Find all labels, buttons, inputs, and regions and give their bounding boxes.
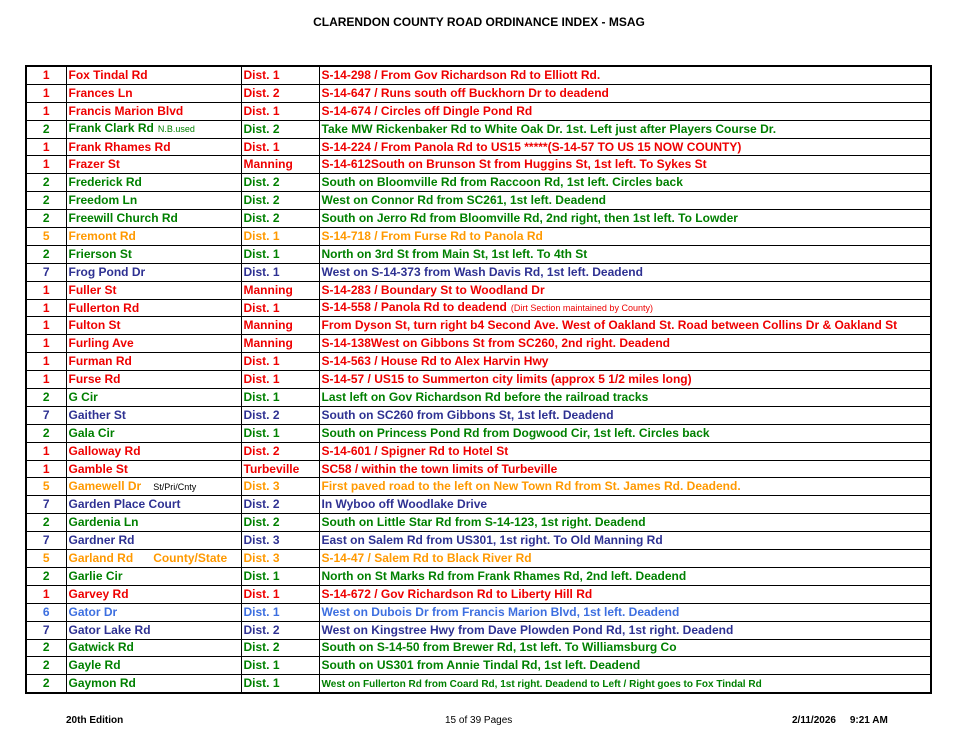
table-row [26,460,931,478]
table-row [26,621,931,639]
district-cell: Dist. 2 [241,442,319,460]
directions-cell [319,299,931,317]
road-name-cell [66,192,241,210]
road-name: Gaymon Rd [68,676,136,691]
district-cell: Dist. 2 [241,120,319,138]
road-name-cell [66,496,241,514]
district-cell: Manning [241,317,319,335]
row-number: 1 [26,335,66,353]
road-name-cell [66,639,241,657]
road-name-cell [66,621,241,639]
district-cell: Dist. 2 [241,84,319,102]
table-row [26,532,931,550]
directions-text: S-14-558 / Panola Rd to deadend [321,300,507,315]
road-name: Gardenia Ln [68,515,139,530]
table-row [26,102,931,120]
district-cell: Dist. 1 [241,66,319,84]
row-number: 1 [26,460,66,478]
row-number: 2 [26,245,66,263]
road-name: Garden Place Court [68,497,181,512]
road-name-cell [66,389,241,407]
page-title: CLARENDON COUNTY ROAD ORDINANCE INDEX - MSAG [313,15,645,29]
directions-cell [319,585,931,603]
road-name-extra: County/State [153,550,228,565]
road-name-cell [66,102,241,120]
row-number: 2 [26,514,66,532]
table-row [26,371,931,389]
directions-cell [319,478,931,496]
road-name-cell [66,120,241,138]
row-number: 1 [26,442,66,460]
table-row [26,478,931,496]
directions-text: West on S-14-373 from Wash Davis Rd, 1st left. Deadend [321,264,643,279]
district-cell: Dist. 1 [241,424,319,442]
road-name-note: St/Pri/Cnty [153,481,197,492]
row-number: 2 [26,389,66,407]
road-name-cell [66,603,241,621]
table-row [26,174,931,192]
directions-text: From Dyson St, turn right b4 Second Ave. West of Oakland St. Road between Collins Dr & Oakland St [321,318,898,333]
district-cell: Dist. 3 [241,550,319,568]
page-count: 15 of 39 Pages [445,715,513,726]
road-name: Frank Rhames Rd [68,139,171,154]
directions-cell [319,317,931,335]
row-number: 7 [26,621,66,639]
directions-cell [319,263,931,281]
directions-cell [319,192,931,210]
road-name: Fox Tindal Rd [68,67,148,82]
directions-text: First paved road to the left on New Town Rd from St. James Rd. Deadend. [321,479,741,494]
row-number: 1 [26,281,66,299]
directions-text: Last left on Gov Richardson Rd before the railroad tracks [321,389,649,404]
table-row [26,639,931,657]
row-number: 2 [26,567,66,585]
row-number: 2 [26,210,66,228]
directions-text: West on Connor Rd from SC261, 1st left. Deadend [321,193,606,208]
directions-cell [319,228,931,246]
table-row [26,389,931,407]
road-name: Fuller St [68,282,117,297]
directions-cell [319,156,931,174]
directions-text: S-14-47 / Salem Rd to Black River Rd [321,550,532,565]
directions-cell [319,424,931,442]
district-cell: Dist. 1 [241,353,319,371]
district-cell: Dist. 2 [241,496,319,514]
district-cell: Dist. 1 [241,245,319,263]
road-name: Gayle Rd [68,658,121,673]
directions-text: East on Salem Rd from US301, 1st right. To Old Manning Rd [321,533,663,548]
table-row [26,603,931,621]
road-name-cell [66,406,241,424]
directions-cell [319,639,931,657]
directions-cell [319,442,931,460]
table-row [26,299,931,317]
directions-cell [319,335,931,353]
directions-cell [319,567,931,585]
road-name-cell [66,156,241,174]
directions-text: S-14-647 / Runs south off Buckhorn Dr to deadend [321,85,609,100]
directions-cell [319,66,931,84]
directions-text: South on Little Star Rd from S-14-123, 1st right. Deadend [321,515,646,530]
directions-cell [319,371,931,389]
row-number: 2 [26,424,66,442]
table-row [26,442,931,460]
road-name-cell [66,299,241,317]
directions-cell [319,281,931,299]
district-cell: Dist. 2 [241,174,319,192]
directions-text: North on St Marks Rd from Frank Rhames Rd, 2nd left. Deadend [321,568,687,583]
road-name: Furman Rd [68,354,132,369]
directions-cell [319,174,931,192]
row-number: 7 [26,532,66,550]
district-cell: Dist. 1 [241,371,319,389]
table-row [26,84,931,102]
district-cell: Manning [241,156,319,174]
row-number: 1 [26,585,66,603]
row-number: 1 [26,317,66,335]
road-name-cell [66,245,241,263]
road-index-table [25,65,932,694]
directions-text: S-14-138West on Gibbons St from SC260, 2nd right. Deadend [321,336,671,351]
road-name: Galloway Rd [68,443,141,458]
row-number: 2 [26,675,66,693]
directions-text: S-14-563 / House Rd to Alex Harvin Hwy [321,354,549,369]
district-cell: Dist. 2 [241,406,319,424]
directions-text: West on Fullerton Rd from Coard Rd, 1st right. Deadend to Left / Right goes to Fox Tindal Rd [321,678,762,690]
road-name: Garvey Rd [68,586,129,601]
district-cell: Dist. 2 [241,639,319,657]
table-row [26,138,931,156]
road-name-cell [66,478,241,496]
directions-text: South on Jerro Rd from Bloomville Rd, 2nd right, then 1st left. To Lowder [321,211,738,226]
directions-note: (Dirt Section maintained by County) [510,303,653,314]
table-row [26,66,931,84]
directions-text: South on Bloomville Rd from Raccoon Rd, 1st left. Circles back [321,175,683,190]
district-cell: Dist. 3 [241,478,319,496]
road-name: Gardner Rd [68,533,135,548]
district-cell: Dist. 1 [241,567,319,585]
directions-text: South on S-14-50 from Brewer Rd, 1st left. To Williamsburg Co [321,640,677,655]
table-row [26,263,931,281]
road-name: Frank Clark Rd [68,121,154,136]
road-name-cell [66,84,241,102]
directions-cell [319,102,931,120]
road-name: Furling Ave [68,336,134,351]
table-row [26,192,931,210]
table-row [26,657,931,675]
road-name: G Cir [68,389,98,404]
table-row [26,424,931,442]
directions-cell [319,675,931,693]
road-name: Garlie Cir [68,568,123,583]
print-datetime: 2/11/2026 9:21 AM [792,715,888,726]
row-number: 1 [26,156,66,174]
road-name: Frazer St [68,157,120,172]
road-name: Garland Rd [68,550,134,565]
table-row [26,585,931,603]
directions-text: S-14-601 / Spigner Rd to Hotel St [321,443,509,458]
directions-text: South on Princess Pond Rd from Dogwood Cir, 1st left. Circles back [321,425,710,440]
directions-cell [319,84,931,102]
table-row [26,567,931,585]
road-name-cell [66,317,241,335]
directions-text: In Wyboo off Woodlake Drive [321,497,488,512]
directions-cell [319,657,931,675]
directions-text: S-14-672 / Gov Richardson Rd to Liberty Hill Rd [321,586,593,601]
row-number: 7 [26,406,66,424]
row-number: 6 [26,603,66,621]
directions-cell [319,210,931,228]
district-cell: Dist. 1 [241,263,319,281]
road-name: Fulton St [68,318,121,333]
road-name: Frog Pond Dr [68,264,146,279]
row-number: 2 [26,639,66,657]
road-name-cell [66,567,241,585]
road-name: Frierson St [68,246,132,261]
directions-text: South on SC260 from Gibbons St, 1st left. Deadend [321,407,614,422]
district-cell: Dist. 1 [241,299,319,317]
district-cell: Dist. 2 [241,210,319,228]
directions-text: West on Dubois Dr from Francis Marion Blvd, 1st left. Deadend [321,604,680,619]
road-name-cell [66,550,241,568]
edition-label: 20th Edition [66,715,124,726]
table-row [26,317,931,335]
row-number: 1 [26,299,66,317]
road-name: Gator Dr [68,604,118,619]
road-name-cell [66,424,241,442]
table-row [26,156,931,174]
district-cell: Dist. 1 [241,657,319,675]
directions-text: S-14-298 / From Gov Richardson Rd to Elliott Rd. [321,67,601,82]
directions-cell [319,245,931,263]
directions-text: S-14-57 / US15 to Summerton city limits (approx 5 1/2 miles long) [321,372,692,387]
table-row [26,120,931,138]
district-cell: Dist. 1 [241,228,319,246]
district-cell: Dist. 1 [241,585,319,603]
row-number: 1 [26,84,66,102]
table-row [26,210,931,228]
table-row [26,675,931,693]
directions-cell [319,406,931,424]
district-cell: Dist. 1 [241,138,319,156]
district-cell: Manning [241,281,319,299]
table-row [26,406,931,424]
row-number: 7 [26,263,66,281]
road-name-cell [66,442,241,460]
row-number: 7 [26,496,66,514]
row-number: 1 [26,66,66,84]
table-row [26,335,931,353]
road-name-cell [66,460,241,478]
directions-text: S-14-612South on Brunson St from Huggins St, 1st left. To Sykes St [321,157,707,172]
road-name: Frederick Rd [68,175,142,190]
district-cell: Manning [241,335,319,353]
district-cell: Dist. 1 [241,102,319,120]
page-footer [0,715,958,729]
directions-cell [319,138,931,156]
directions-cell [319,532,931,550]
road-name: Furse Rd [68,372,121,387]
directions-cell [319,514,931,532]
district-cell: Dist. 2 [241,621,319,639]
road-name-cell [66,675,241,693]
road-name-cell [66,657,241,675]
road-name: Gator Lake Rd [68,622,151,637]
directions-text: South on US301 from Annie Tindal Rd, 1st left. Deadend [321,658,641,673]
row-number: 5 [26,550,66,568]
road-name-cell [66,210,241,228]
district-cell: Turbeville [241,460,319,478]
directions-cell [319,621,931,639]
road-name-cell [66,514,241,532]
directions-text: North on 3rd St from Main St, 1st left. To 4th St [321,246,588,261]
road-name-cell [66,263,241,281]
table-row [26,353,931,371]
directions-cell [319,389,931,407]
district-cell: Dist. 2 [241,192,319,210]
road-name: Fremont Rd [68,228,136,243]
road-name: Gatwick Rd [68,640,134,655]
road-name: Freewill Church Rd [68,211,178,226]
table-row [26,550,931,568]
road-name-cell [66,585,241,603]
road-name-cell [66,66,241,84]
table-row [26,514,931,532]
directions-cell [319,120,931,138]
directions-cell [319,603,931,621]
directions-text: S-14-283 / Boundary St to Woodland Dr [321,282,545,297]
directions-text: S-14-224 / From Panola Rd to US15 *****(S-14-57 TO US 15 NOW COUNTY) [321,139,742,154]
directions-text: Take MW Rickenbaker Rd to White Oak Dr. 1st. Left just after Players Course Dr. [321,121,777,136]
directions-cell [319,550,931,568]
road-name: Freedom Ln [68,193,138,208]
row-number: 2 [26,120,66,138]
district-cell: Dist. 1 [241,389,319,407]
road-name: Gamewell Dr [68,478,142,493]
directions-text: S-14-674 / Circles off Dingle Pond Rd [321,103,533,118]
road-name: Francis Marion Blvd [68,103,184,118]
road-name-note: N.B.used [157,124,195,135]
table-row [26,228,931,246]
road-name-cell [66,174,241,192]
district-cell: Dist. 1 [241,675,319,693]
road-name: Gamble St [68,461,128,476]
road-name-cell [66,371,241,389]
directions-text: West on Kingstree Hwy from Dave Plowden Pond Rd, 1st right. Deadend [321,622,734,637]
directions-cell [319,460,931,478]
row-number: 1 [26,371,66,389]
row-number: 1 [26,138,66,156]
table-row [26,281,931,299]
road-name: Gala Cir [68,425,115,440]
row-number: 1 [26,353,66,371]
row-number: 2 [26,174,66,192]
row-number: 5 [26,228,66,246]
road-name-cell [66,532,241,550]
row-number: 1 [26,102,66,120]
directions-cell [319,353,931,371]
district-cell: Dist. 3 [241,532,319,550]
row-number: 5 [26,478,66,496]
road-name: Gaither St [68,407,126,422]
row-number: 2 [26,657,66,675]
directions-text: S-14-718 / From Furse Rd to Panola Rd [321,228,543,243]
road-name-cell [66,335,241,353]
road-name-cell [66,281,241,299]
row-number: 2 [26,192,66,210]
district-cell: Dist. 2 [241,514,319,532]
road-name: Frances Ln [68,85,133,100]
road-name: Fullerton Rd [68,300,140,315]
road-name-cell [66,353,241,371]
directions-text: SC58 / within the town limits of Turbeville [321,461,558,476]
district-cell: Dist. 1 [241,603,319,621]
road-name-cell [66,138,241,156]
road-name-cell [66,228,241,246]
directions-cell [319,496,931,514]
table-row [26,496,931,514]
table-row [26,245,931,263]
